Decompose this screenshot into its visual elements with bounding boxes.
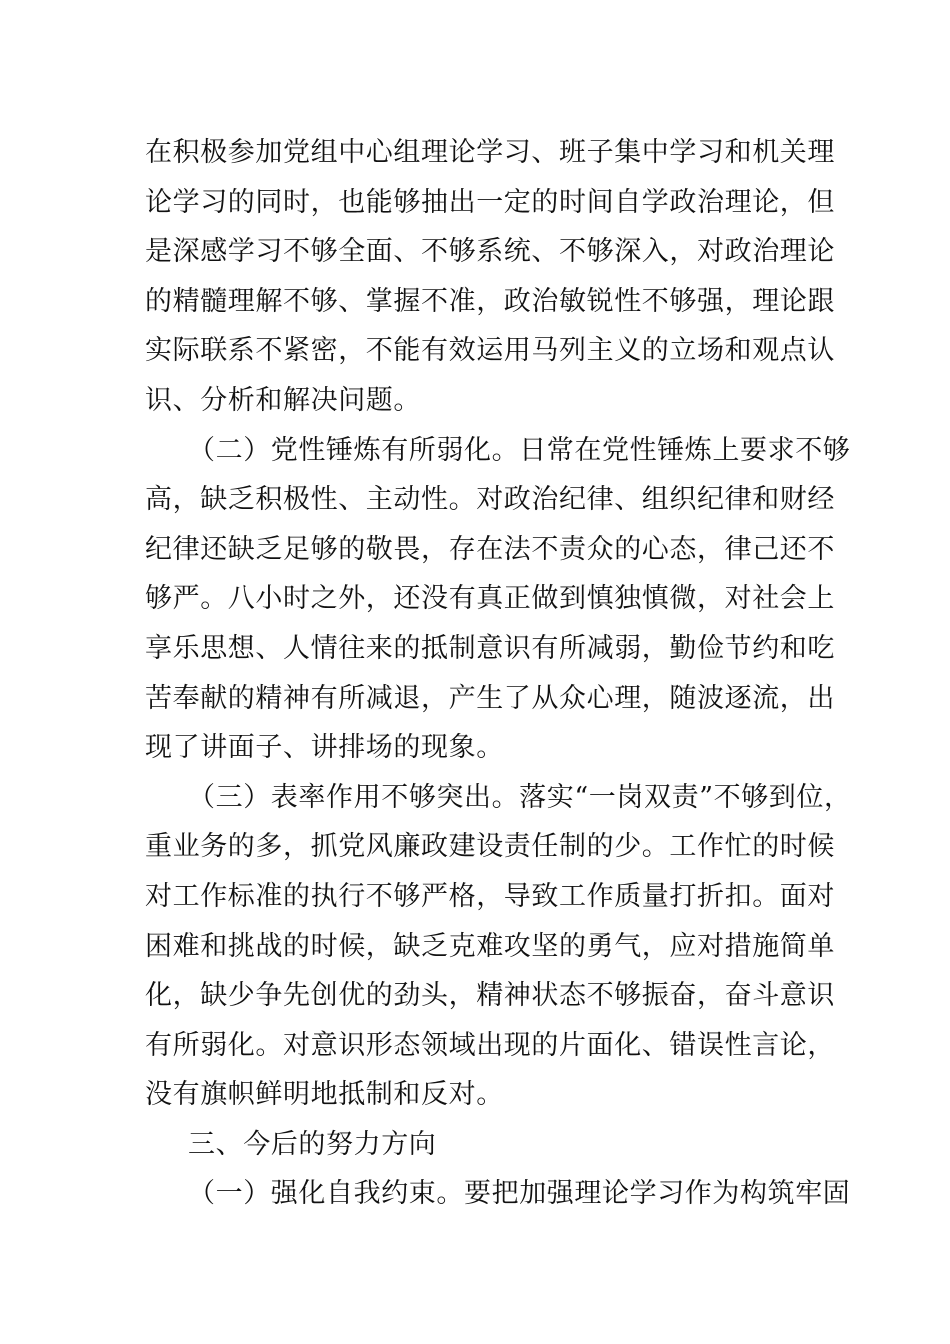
paragraph-line: 困难和挑战的时候，缺乏克难攻坚的勇气，应对措施简单 [145, 930, 835, 962]
paragraph-line: 重业务的多，抓党风廉政建设责任制的少。工作忙的时候 [145, 831, 835, 863]
document-body [145, 128, 852, 1219]
section-heading: 三、今后的努力方向 [188, 1128, 437, 1160]
paragraph-line: 在积极参加党组中心组理论学习、班子集中学习和机关理 [145, 137, 835, 168]
paragraph-line: 苦奉献的精神有所减退，产生了从众心理，随波逐流，出 [145, 682, 835, 714]
paragraph-line: 是深感学习不够全面、不够系统、不够深入，对政治理论 [145, 236, 835, 268]
paragraph-first-line: （三）表率作用不够突出。落实“一岗双责”不够到位， [188, 781, 852, 813]
paragraph-line: 论学习的同时，也能够抽出一定的时间自学政治理论，但 [145, 186, 835, 218]
paragraph-line: 享乐思想、人情往来的抵制意识有所减弱，勤俭节约和吃 [145, 632, 835, 664]
paragraph-line: 实际联系不紧密，不能有效运用马列主义的立场和观点认 [145, 335, 835, 367]
paragraph-line: 够严。八小时之外，还没有真正做到慎独慎微，对社会上 [145, 583, 835, 615]
paragraph-first-line: （二）党性锤炼有所弱化。日常在党性锤炼上要求不够 [188, 434, 851, 466]
paragraph-first-line: （一）强化自我约束。要把加强理论学习作为构筑牢固 [188, 1178, 851, 1210]
paragraph-line: 纪律还缺乏足够的敬畏，存在法不责众的心态，律己还不 [145, 533, 835, 565]
paragraph-line: 现了讲面子、讲排场的现象。 [145, 732, 504, 764]
paragraph-line: 识、分析和解决问题。 [145, 384, 421, 416]
paragraph-line: 化，缺少争先创优的劲头，精神状态不够振奋，奋斗意识 [145, 980, 835, 1012]
paragraph-line: 有所弱化。对意识形态领域出现的片面化、错误性言论， [145, 1029, 835, 1061]
paragraph-line: 没有旗帜鲜明地抵制和反对。 [145, 1079, 504, 1111]
paragraph-line: 的精髓理解不够、掌握不准，政治敏锐性不够强，理论跟 [145, 285, 835, 317]
paragraph-line: 高，缺乏积极性、主动性。对政治纪律、组织纪律和财经 [145, 484, 835, 516]
paragraph-line: 对工作标准的执行不够严格，导致工作质量打折扣。面对 [145, 880, 835, 912]
